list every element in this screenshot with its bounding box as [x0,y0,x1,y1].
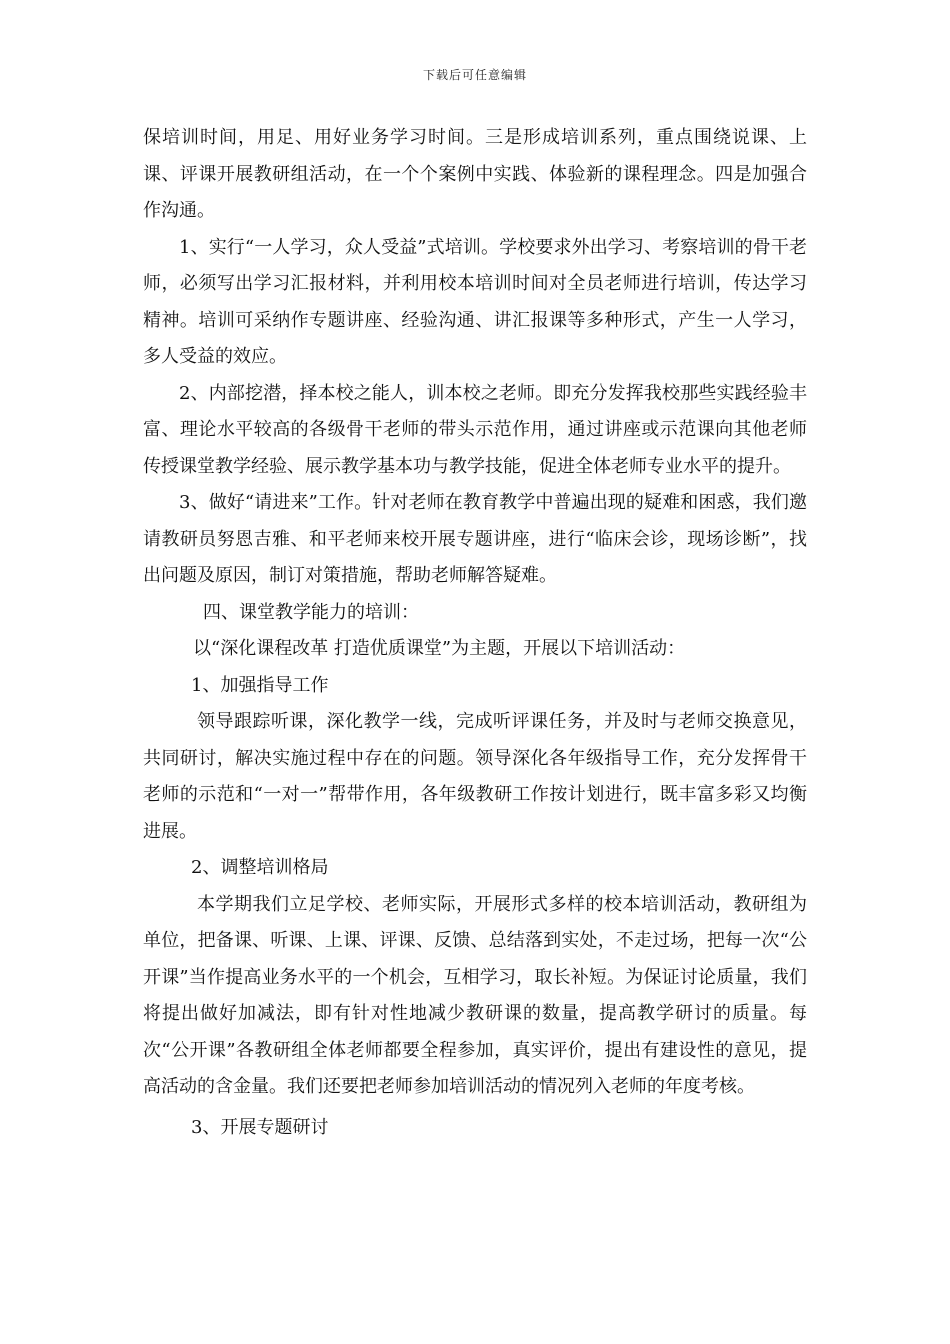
subsection-heading: 3、开展专题研讨 [191,1116,329,1138]
subsection-heading: 2、调整培训格局 [191,857,329,878]
paragraph: 本学期我们立足学校、老师实际，开展形式多样的校本培训活动，教研组为单位，把备课、听课、上课、评课、反馈、总结落到实处，不走过场，把每一次“公开课”当作提高业务水平的一个机会，互相学习，取长补短。为保证讨论质量，我们将提出做好加减法，即有针对性地减少教研课的数量，提高教学研讨的质量。每次“公开课”各教研组全体老师都要全程参加，真实评价，提出有建设性的意见，提高活动的含金量。我们还要把老师参加培训活动的情况列入老师的年度考核。 [143,893,807,1097]
paragraph: 2、内部挖潜，择本校之能人，训本校之老师。即充分发挥我校那些实践经验丰富、理论水平较高的各级骨干老师的带头示范作用，通过讲座或示范课向其他老师传授课堂教学经验、展示教学基本功与教学技能，促进全体老师专业水平的提升。 [143,382,807,477]
paragraph: 以“深化课程改革 打造优质课堂”为主题，开展以下培训活动： [193,638,686,659]
paragraph: 领导跟踪听课，深化教学一线，完成听评课任务，并及时与老师交换意见，共同研讨，解决实施过程中存在的问题。领导深化各年级指导工作，充分发挥骨干老师的示范和“一对一”帮带作用，各年级教研工作按计划进行，既丰富多彩又均衡进展。 [143,711,807,842]
paragraph: 保培训时间，用足、用好业务学习时间。三是形成培训系列，重点围绕说课、上课、评课开展教研组活动，在一个个案例中实践、体验新的课程理念。四是加强合作沟通。 [143,127,807,221]
document-body [143,120,807,1146]
subsection-heading: 1、加强指导工作 [191,674,329,696]
paragraph: 1、实行“一人学习，众人受益”式培训。学校要求外出学习、考察培训的骨干老师，必须写出学习汇报材料，并利用校本培训时间对全员老师进行培训，传达学习精神。培训可采纳作专题讲座、经验沟通、讲汇报课等多种形式，产生一人学习，多人受益的效应。 [143,236,807,367]
paragraph: 3、做好“请进来”工作。针对老师在教育教学中普遍出现的疑难和困惑，我们邀请教研员努恩吉雅、和平老师来校开展专题讲座，进行“临床会诊，现场诊断”，找出问题及原因，制订对策措施，帮助老师解答疑难。 [143,492,807,586]
page-header: 下载后可任意编辑 [422,68,527,82]
section-heading: 四、课堂教学能力的培训： [203,601,419,623]
